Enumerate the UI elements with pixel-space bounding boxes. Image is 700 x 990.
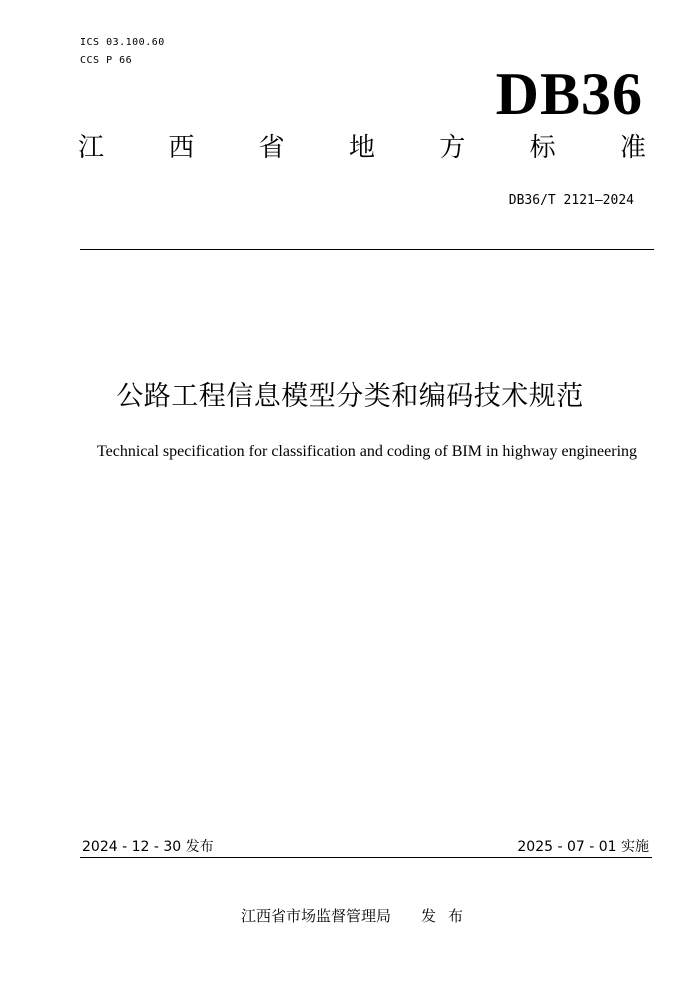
- issuer-line: [0, 905, 700, 926]
- standard-type: [78, 135, 646, 161]
- standard-type-char: 省: [258, 133, 285, 163]
- publish-date: 2024 - 12 - 30 发布: [82, 839, 214, 855]
- top-divider: [80, 249, 654, 250]
- standard-type-char: 西: [168, 133, 195, 163]
- title-chinese: 公路工程信息模型分类和编码技术规范: [116, 381, 584, 412]
- ccs-code: CCS P 66: [80, 55, 133, 66]
- standard-logo: DB36: [495, 61, 643, 127]
- standard-number: DB36/T 2121—2024: [508, 193, 634, 208]
- issuer-verb: 发布: [421, 907, 476, 925]
- standard-type-char: 江: [78, 133, 105, 163]
- standard-type-char: 标: [529, 133, 556, 163]
- standard-type-char: 方: [439, 133, 466, 163]
- standard-type-char: 准: [619, 133, 646, 163]
- title-english: Technical specification for classification and coding of BIM in highway engineering: [96, 443, 638, 460]
- implement-date: 2025 - 07 - 01 实施: [517, 839, 649, 855]
- standard-type-char: 地: [348, 133, 375, 163]
- ics-code: ICS 03.100.60: [80, 37, 165, 48]
- bottom-divider: [80, 857, 652, 858]
- issuer-name: 江西省市场监督管理局: [240, 907, 391, 925]
